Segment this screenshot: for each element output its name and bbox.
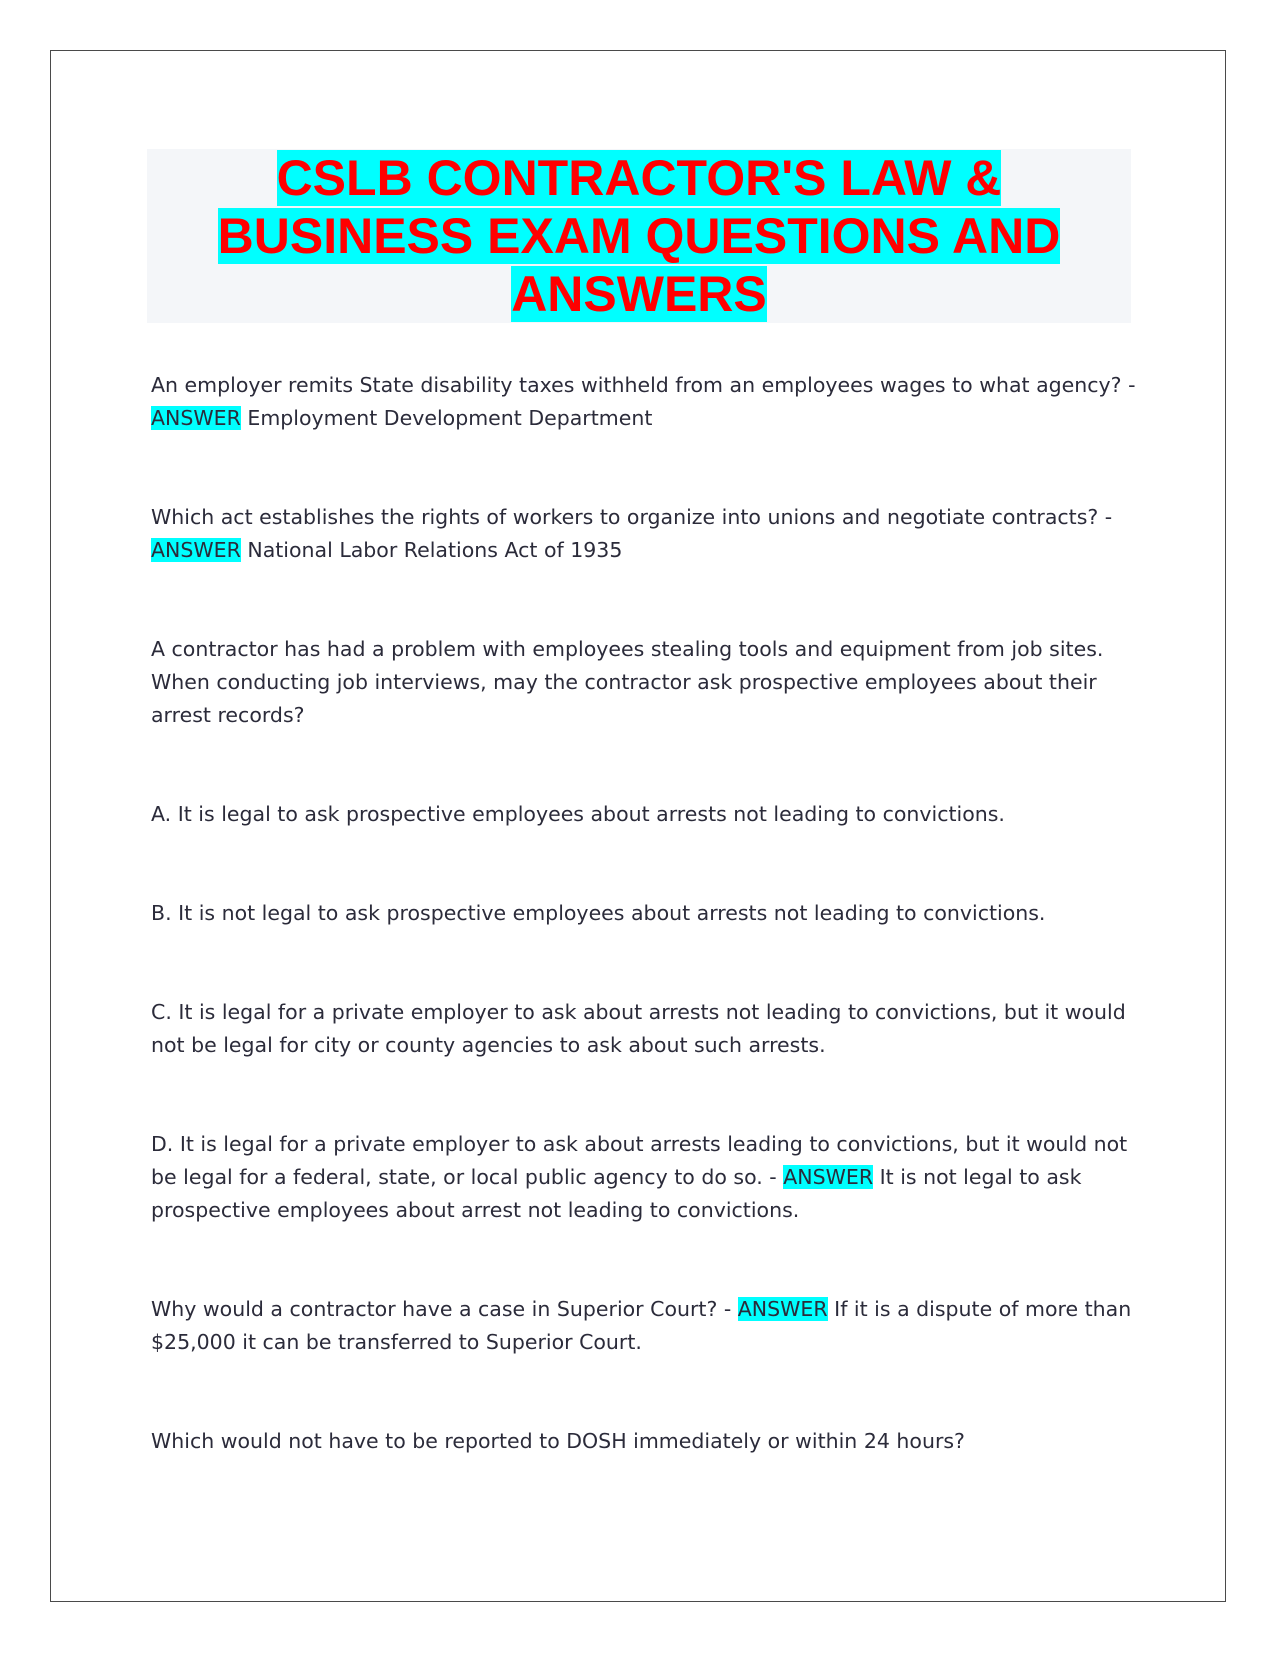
answer-text: National Labor Relations Act of 1935 (247, 538, 623, 562)
question-block (151, 501, 1141, 567)
question-text: An employer remits State disability taxes withheld from an employees wages to what agency? - (151, 373, 1136, 397)
question-text: Which act establishes the rights of workers to organize into unions and negotiate contracts? - (151, 505, 1113, 529)
answer-text: If it is a dispute of more than $25,000 it can be transferred to Superior Court. (151, 1297, 1132, 1354)
question-text: Which would not have to be reported to DOSH immediately or within 24 hours? (151, 1429, 965, 1453)
answer-label: ANSWER (783, 1165, 874, 1189)
option-d-block (151, 1128, 1141, 1227)
title-line-2: BUSINESS EXAM QUESTIONS AND (217, 208, 1061, 264)
answer-text: It is not legal to ask prospective employees about arrest not leading to convictions. (151, 1165, 1082, 1222)
question-block (151, 369, 1141, 435)
answer-label: ANSWER (151, 406, 241, 430)
option-d-text: D. It is legal for a private employer to ask about arrests leading to convictions, but it would not be legal for a federal, state, or local public agency to do so. - (151, 1132, 1128, 1189)
question-text: A contractor has had a problem with employees stealing tools and equipment from job sites. When conducting job interviews, may the contractor ask prospective employees about their arrest records? (151, 637, 1104, 727)
title-line-1: CSLB CONTRACTOR'S LAW & (276, 150, 1002, 206)
option-a: A. It is legal to ask prospective employees about arrests not leading to convictions. (151, 802, 1005, 826)
title-line-3: ANSWERS (511, 266, 767, 322)
question-text: Why would a contractor have a case in Superior Court? - (151, 1297, 732, 1321)
answer-label: ANSWER (151, 538, 241, 562)
answer-label: ANSWER (737, 1297, 828, 1321)
answer-text: Employment Development Department (247, 406, 653, 430)
option-c: C. It is legal for a private employer to ask about arrests not leading to convictions, but it would not be legal for city or county agencies to ask about such arrests. (151, 1000, 1126, 1057)
document-title (147, 149, 1131, 323)
option-b: B. It is not legal to ask prospective employees about arrests not leading to convictions. (151, 901, 1046, 925)
question-block (151, 1293, 1141, 1359)
